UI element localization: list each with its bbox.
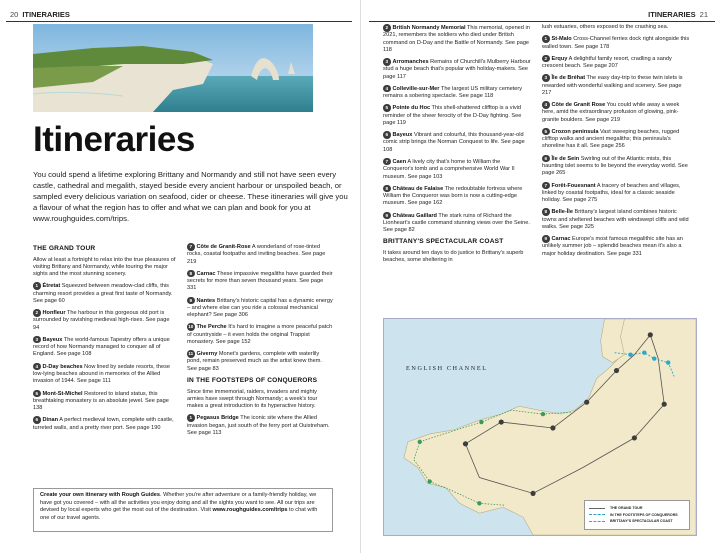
spectacular-intro-cont: lush estuaries, others exposed to the crashing sea. xyxy=(542,24,669,30)
stop-name: D-Day beaches xyxy=(42,363,83,370)
itinerary-entry xyxy=(187,243,333,266)
stop-number-badge: 1 xyxy=(187,414,195,422)
left-header-rule xyxy=(6,21,352,22)
stop-description: The iconic site where the Allied invasion began, just south of the ferry port at Ouistreham. See page 113 xyxy=(187,415,330,436)
spectacular-list xyxy=(542,35,692,258)
legend-swatch-coast xyxy=(589,521,605,522)
stop-name: Arromanches xyxy=(392,59,429,66)
itinerary-entry xyxy=(33,390,177,413)
itinerary-entry xyxy=(187,414,333,437)
stop-number-badge: 4 xyxy=(542,101,550,109)
stop-description: A lively city that's home to William the Conqueror's tomb and a comprehensive World War II museum. See page 103 xyxy=(383,158,515,180)
stop-name: Crozon peninsula xyxy=(551,128,599,135)
stop-name: Belle-Île xyxy=(551,209,573,216)
spectacular-intro: It takes around ten days to do justice to Brittany's superb beaches, some sheltering in xyxy=(383,249,524,264)
itinerary-entry xyxy=(33,309,177,332)
stop-description: Europe's most famous megalithic site has an unlikely summer job – splendid beaches mean it's also a major holiday destination. See page 331 xyxy=(542,236,683,257)
stop-number-badge: 8 xyxy=(542,208,550,216)
stop-name: Carnac xyxy=(196,270,216,277)
promo-text: . Whether you're after adventure or a family-friendly holiday, we have got you covered – with all the activities you enjoy doing and all the sights you want to see. All our trips are devised by local experts who get the most out of the destination. Visit xyxy=(40,492,317,514)
conquerors-column-right xyxy=(383,24,531,268)
itinerary-entry xyxy=(187,350,333,373)
right-header-rule xyxy=(369,21,715,22)
itinerary-entry xyxy=(187,297,333,320)
grand-tour-list-1 xyxy=(33,282,177,432)
stop-name: Honfleur xyxy=(42,310,66,317)
stop-name: Château de Falaise xyxy=(392,185,444,192)
grand-tour-column-1 xyxy=(33,243,177,436)
stop-description: The harbour in this gorgeous old port is surrounded by ravishing medieval high-rises. See page 94 xyxy=(33,310,170,331)
stop-number-badge: 6 xyxy=(33,416,41,424)
stop-number-badge: 2 xyxy=(33,309,41,317)
left-page-number: 20 xyxy=(10,10,19,20)
right-page xyxy=(360,0,720,553)
stop-name: Nantes xyxy=(196,297,216,304)
legend-label-grand-tour: THE GRAND TOUR xyxy=(610,505,643,510)
promo-lead: Create your own itinerary with Rough Guides xyxy=(40,492,160,498)
itinerary-entry xyxy=(542,235,692,258)
itinerary-entry xyxy=(187,270,333,293)
itinerary-entry xyxy=(542,155,692,178)
stop-description: The redoubtable fortress where William the Conqueror was born is now a cutting-edge museum. See page 162 xyxy=(383,185,523,207)
stop-number-badge: 7 xyxy=(383,158,391,166)
stop-number-badge: 9 xyxy=(542,235,550,243)
stop-description: Now lined by sedate resorts, these low-lying beaches abound in memories of the Allied invasion of 1944. See page 111 xyxy=(33,363,170,385)
itinerary-entry xyxy=(33,363,177,386)
legend-conquerors xyxy=(589,513,685,518)
stop-number-badge: 5 xyxy=(542,128,550,136)
stop-name: Carnac xyxy=(551,236,571,243)
stop-description: The stark ruins of Richard the Lionheart's castle command stunning views over the Seine. See page 82 xyxy=(383,212,530,234)
stop-name: Château Gaillard xyxy=(392,212,437,219)
conquerors-heading: IN THE FOOTSTEPS OF CONQUERORS xyxy=(187,376,318,384)
stop-name: Mont-St-Michel xyxy=(42,390,83,397)
stop-name: Côte de Granit-Rose xyxy=(196,244,251,250)
map-peninsula xyxy=(601,319,625,363)
stop-number-badge: 2 xyxy=(383,24,391,32)
stop-number-badge: 7 xyxy=(542,182,550,190)
left-running-head: ITINERARIES xyxy=(22,10,70,20)
stop-number-badge: 1 xyxy=(542,35,550,43)
itinerary-entry xyxy=(542,182,692,205)
legend-grand-tour xyxy=(589,506,685,511)
stop-name: Pointe du Hoc xyxy=(392,105,431,112)
stop-name: Île de Bréhat xyxy=(551,75,586,82)
stop-number-badge: 5 xyxy=(33,390,41,398)
itinerary-entry xyxy=(33,282,177,305)
stop-description: The world-famous Tapestry offers a unique record of how Normandy managed to conquer all of England. See page 108 xyxy=(33,336,170,358)
stop-name: Côte de Granit Rose xyxy=(551,102,606,109)
stop-description: Squeezed between meadow-clad cliffs, this charming resort provides a great first taste of Normandy. See page 60 xyxy=(33,283,173,304)
stop-number-badge: 5 xyxy=(383,104,391,112)
stop-name: Dinan xyxy=(42,417,59,424)
stop-name: The Perche xyxy=(196,324,227,331)
legend-label-conquerors: IN THE FOOTSTEPS OF CONQUERORS xyxy=(610,512,678,517)
page-title: Itineraries xyxy=(33,120,195,159)
stop-description: Brittany's historic capital has a dynamic energy – and where else can you ride a colossal mechanical elephant? See page 306 xyxy=(187,297,333,319)
map-legend xyxy=(584,500,690,530)
itinerary-entry xyxy=(542,208,692,231)
legend-swatch-grand-tour xyxy=(589,508,605,509)
stop-name: Caen xyxy=(392,158,407,165)
stop-description: Cross-Channel ferries dock right alongside this walled town. See page 178 xyxy=(542,36,690,50)
itinerary-entry xyxy=(542,35,692,51)
grand-tour-intro: Allow at least a fortnight to relax into the true pleasures of visiting Brittany and Normandy, while touring the major sights and the most stunning scenery. xyxy=(33,256,176,278)
map-sea-label: ENGLISH CHANNEL xyxy=(406,365,488,372)
legend-coast xyxy=(589,519,685,524)
right-running-head: ITINERARIES xyxy=(648,10,696,20)
stop-number-badge: 4 xyxy=(383,85,391,93)
stop-description: This shell-shattered clifftop is a vivid reminder of the sheer ferocity of the D-Day fighting. See page 119 xyxy=(383,105,522,126)
stop-number-badge: 3 xyxy=(383,58,391,66)
stop-description: Brittany's largest island combines historic towns and sheltered beaches with windswept cliffs and wild walks. See page 325 xyxy=(542,209,689,230)
grand-tour-heading: THE GRAND TOUR xyxy=(33,245,96,252)
itinerary-entry xyxy=(383,212,531,235)
stop-name: Colleville-sur-Mer xyxy=(392,85,440,92)
stop-number-badge: 8 xyxy=(187,270,195,278)
conquerors-list-left xyxy=(187,414,333,437)
stop-number-badge: 9 xyxy=(187,297,195,305)
itinerary-entry xyxy=(383,158,531,181)
right-page-header xyxy=(648,8,712,22)
stop-description: Remains of Churchill's Mulberry Harbour stud a huge beach that's popular with holiday-makers. See page 117 xyxy=(383,59,531,80)
grand-tour-list-2 xyxy=(187,243,333,373)
conquerors-intro: Since time immemorial, raiders, invaders and mighty armies have swept through Normandy; a week's tour makes a great introduction to its hyperactive history. xyxy=(187,388,318,410)
stop-number-badge: 6 xyxy=(542,155,550,163)
stop-name: British Normandy Memorial xyxy=(392,25,466,31)
stop-description: Swirling out of the Atlantic mists, this haunting islet seems to lie beyond the everyday world. See page 265 xyxy=(542,155,688,177)
spectacular-heading: BRITTANY'S SPECTACULAR COAST xyxy=(383,238,504,246)
stop-description: These impassive megaliths have guarded their secrets for more than seven thousand years. See page 331 xyxy=(187,270,333,292)
itinerary-entry xyxy=(542,128,692,151)
stop-description: Restored to island status, this breathtaking monastery is an absolute jewel. See page 138 xyxy=(33,390,169,412)
itinerary-entry xyxy=(383,104,531,127)
stop-description: A perfect medieval town, complete with castle, turreted walls, and a pretty river port. See page 190 xyxy=(33,417,174,431)
spectacular-column xyxy=(542,24,692,262)
itinerary-entry xyxy=(542,74,692,97)
stop-number-badge: 6 xyxy=(383,131,391,139)
itinerary-entry xyxy=(542,55,692,71)
stop-description: Vast sweeping beaches, rugged clifftop walks and ancient megaliths; this peninsula's shoreline has it all. See page 256 xyxy=(542,128,680,150)
right-page-number: 21 xyxy=(699,10,708,20)
itinerary-entry xyxy=(383,58,531,81)
stop-name: Étretat xyxy=(42,283,61,290)
itinerary-entry xyxy=(33,416,177,432)
itinerary-entry xyxy=(542,101,692,124)
stop-number-badge: 8 xyxy=(383,185,391,193)
intro-paragraph: You could spend a lifetime exploring Brittany and Normandy and still not have seen every castle, cathedral and megalith, stayed beside every ancient harbour or unspoiled beach, or sampled every delicious variation on seafood, cider or cheese. These itineraries will give you a flavour of what the region has to offer and what we can plan and book for you at www.roughguides.com/trips. xyxy=(33,170,348,223)
stop-name: Giverny xyxy=(196,351,218,358)
stop-name: St-Malo xyxy=(551,36,572,43)
stop-name: Île de Sein xyxy=(551,155,580,162)
stop-description: A tracery of beaches and villages, linked by coastal footpaths, ideal for a classic seaside holiday. See page 275 xyxy=(542,182,681,204)
stop-description: A wonderland of rose-tinted rocks, coastal footpaths and inviting beaches. See page 219 xyxy=(187,244,326,265)
stop-description: Vibrant and colourful, this thousand-year-old comic strip brings the Norman Conquest to life. See page 108 xyxy=(383,132,525,153)
stop-description: The easy day-trip to these twin islets is rewarded with wonderful walking and scenery. See page 217 xyxy=(542,75,683,96)
stop-description: Monet's gardens, complete with waterlily pond, remain preserved much as the artist knew them. See page 83 xyxy=(187,351,322,372)
stop-number-badge: 3 xyxy=(33,336,41,344)
stop-name: Pegasus Bridge xyxy=(196,415,239,422)
stop-description: This memorial, opened in 2021, remembers the soldiers who died under British command on D-Day and the Battle of Normandy. See page 118 xyxy=(383,25,530,53)
stop-description: It's hard to imagine a more peaceful patch of countryside – it even holds the original Trappist monastery. See page 152 xyxy=(187,324,333,345)
stop-name: Bayeux xyxy=(42,336,63,343)
stop-number-badge: 2 xyxy=(542,55,550,63)
left-page-header xyxy=(6,8,70,22)
stop-name: Bayeux xyxy=(392,132,413,139)
promo-tail: to chat with one of our travel agents. xyxy=(40,507,318,521)
hero-photo-cliffs xyxy=(33,24,313,112)
promo-box xyxy=(33,488,333,532)
itinerary-map xyxy=(383,318,697,536)
itinerary-entry xyxy=(383,24,531,54)
stop-number-badge: 7 xyxy=(187,243,195,251)
itinerary-entry xyxy=(383,131,531,154)
legend-label-coast: BRITTANY'S SPECTACULAR COAST xyxy=(610,519,673,524)
itinerary-entry xyxy=(383,185,531,208)
stop-description: You could while away a week here, amid the extraordinary profusion of glowing, pink-granite boulders. See page 219 xyxy=(542,102,680,123)
stop-number-badge: 11 xyxy=(188,351,194,357)
stop-description: The largest US military cemetery remains a sobering spectacle. See page 118 xyxy=(383,85,523,100)
stop-number-badge: 1 xyxy=(33,282,41,290)
stop-number-badge: 4 xyxy=(33,363,41,371)
grand-tour-column-2 xyxy=(187,243,333,441)
conquerors-list-right xyxy=(383,24,531,234)
promo-link[interactable]: www.roughguides.com/trips xyxy=(212,507,288,514)
stop-number-badge: 3 xyxy=(542,74,550,82)
stop-description: A delightful family resort, cradling a sandy crescent beach. See page 207 xyxy=(542,55,672,70)
stop-number-badge: 10 xyxy=(188,324,194,330)
stop-name: Erquy xyxy=(551,55,568,62)
itinerary-entry xyxy=(187,323,333,346)
legend-swatch-conquerors xyxy=(589,514,605,515)
stop-name: Forêt-Fouesnant xyxy=(551,182,596,189)
itinerary-entry xyxy=(33,336,177,359)
stop-number-badge: 9 xyxy=(383,212,391,220)
itinerary-entry xyxy=(383,85,531,101)
